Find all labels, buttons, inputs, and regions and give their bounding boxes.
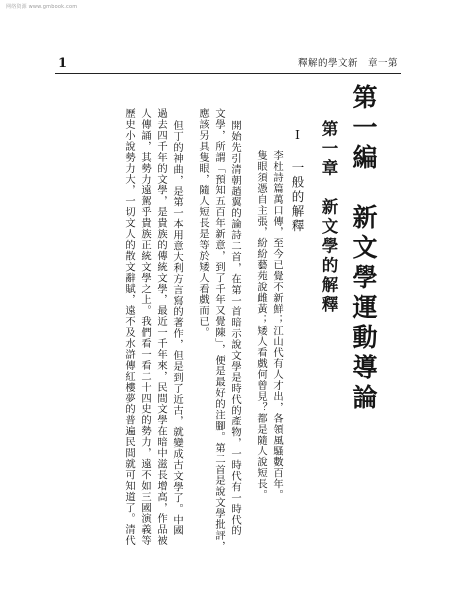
paragraph-line: 文學，所謂「預知五百年新意，到了千年又覺陳」，便是最好的注腳。第二首是說文學批評， — [213, 108, 225, 552]
paragraph-line: 開始先引清朝趙翼的論詩二首，在第一首暗示說文學是時代的產物，一時代有一時代的 — [229, 120, 241, 537]
paragraph-line: 過去四千年的文學，是貴族的傳統文學，最近一千年來，民間文學在暗中滋長增高，作品被 — [155, 108, 167, 546]
paragraph-line: 人傳誦，其勢力遠駕乎貴族正統文學之上。我們看一看二十四史的勢力，遠不如三國演義等 — [139, 108, 151, 546]
chapter-title: 第一章 新文學的解釋 — [319, 120, 338, 315]
poem-line: 李杜詩篇萬口傳，至今已覺不新鮮；江山代有人才出，各領風騷數百年。 — [271, 150, 283, 501]
paragraph-line: 歷史小說勢力大，一切文人的散文辭賦，遠不及水滸傳紅樓夢的普遍民間就可知道了。清代 — [123, 108, 135, 546]
paragraph-line: 應該另具隻眼，隨人短長是等於矮人看戲而已。 — [197, 108, 209, 338]
section-title: I 一般的解釋 — [290, 127, 305, 234]
page-number: 1 — [58, 56, 68, 71]
paragraph-line: 但丁的神曲，是第一本用意大利方言寫的著作，但是到了近古，就變成古文學了。中國 — [171, 120, 183, 537]
running-header: 釋解的學文新 章一第 — [297, 58, 398, 69]
poem-line: 隻眼須憑自主張，紛紛藝苑說雌黃；矮人看戲何曾見？都是隨人說短長。 — [255, 150, 267, 501]
watermark: 网络资源 www.gmbook.com — [6, 4, 78, 10]
part-title: 第一編 新文學運動導論 — [349, 84, 378, 414]
header-rule — [55, 73, 401, 74]
